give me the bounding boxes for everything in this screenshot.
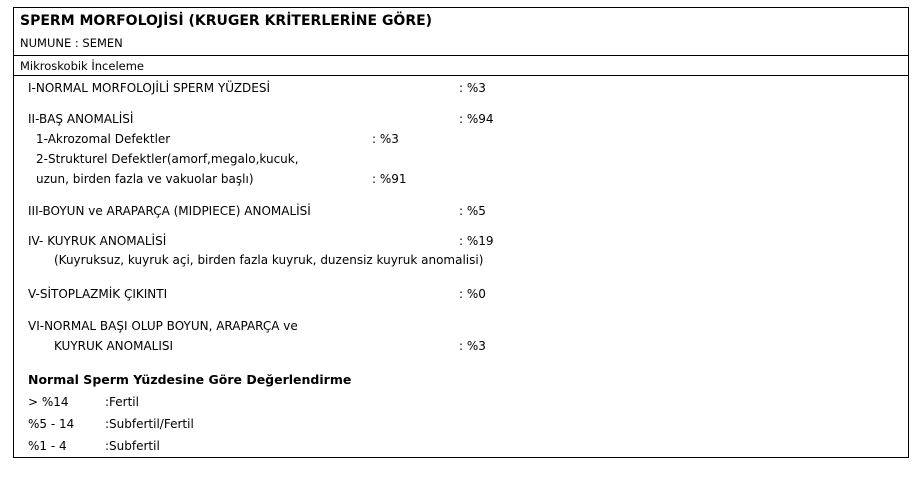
divider: [14, 55, 908, 56]
normal-head-anomaly-value: : %3: [459, 339, 486, 353]
evaluation-result: :Subfertil/Fertil: [105, 417, 194, 431]
report-title: SPERM MORFOLOJİSİ (KRUGER KRİTERLERİNE GÖRE): [20, 13, 433, 29]
report-box: [13, 7, 909, 458]
section-label: Mikroskobik İnceleme: [20, 59, 145, 73]
divider: [14, 75, 908, 76]
normal-morphology-label: I-NORMAL MORFOLOJİLİ SPERM YÜZDESİ: [28, 81, 271, 95]
evaluation-range: %1 - 4: [28, 439, 67, 453]
structural-defects-value: : %91: [372, 172, 407, 186]
cytoplasmic-droplet-value: : %0: [459, 287, 486, 301]
evaluation-range: %5 - 14: [28, 417, 75, 431]
evaluation-heading: Normal Sperm Yüzdesine Göre Değerlendirme: [28, 372, 352, 387]
normal-head-anomaly-label-line2: KUYRUK ANOMALISI: [54, 339, 174, 353]
evaluation-range: > %14: [28, 395, 69, 409]
acrosomal-defects-label: 1-Akrozomal Defektler: [36, 132, 171, 146]
head-anomaly-label: II-BAŞ ANOMALİSİ: [28, 112, 134, 126]
normal-head-anomaly-label-line1: VI-NORMAL BAŞI OLUP BOYUN, ARAPARÇA ve: [28, 319, 298, 333]
tail-anomaly-label: IV- KUYRUK ANOMALİSİ: [28, 234, 167, 248]
tail-anomaly-value: : %19: [459, 234, 494, 248]
normal-morphology-value: : %3: [459, 81, 486, 95]
head-anomaly-value: : %94: [459, 112, 494, 126]
tail-anomaly-note: (Kuyruksuz, kuyruk açi, birden fazla kuyruk, duzensiz kuyruk anomalisi): [54, 253, 484, 267]
structural-defects-label-line2: uzun, birden fazla ve vakuolar başlı): [36, 172, 254, 186]
cytoplasmic-droplet-label: V-SİTOPLAZMİK ÇIKINTI: [28, 287, 168, 301]
sample-label: NUMUNE : SEMEN: [20, 36, 123, 50]
structural-defects-label-line1: 2-Strukturel Defektler(amorf,megalo,kucuk,: [36, 152, 299, 166]
evaluation-result: :Fertil: [105, 395, 139, 409]
evaluation-result: :Subfertil: [105, 439, 160, 453]
acrosomal-defects-value: : %3: [372, 132, 399, 146]
neck-anomaly-label: III-BOYUN ve ARAPARÇA (MIDPIECE) ANOMALİSİ: [28, 204, 311, 218]
neck-anomaly-value: : %5: [459, 204, 486, 218]
